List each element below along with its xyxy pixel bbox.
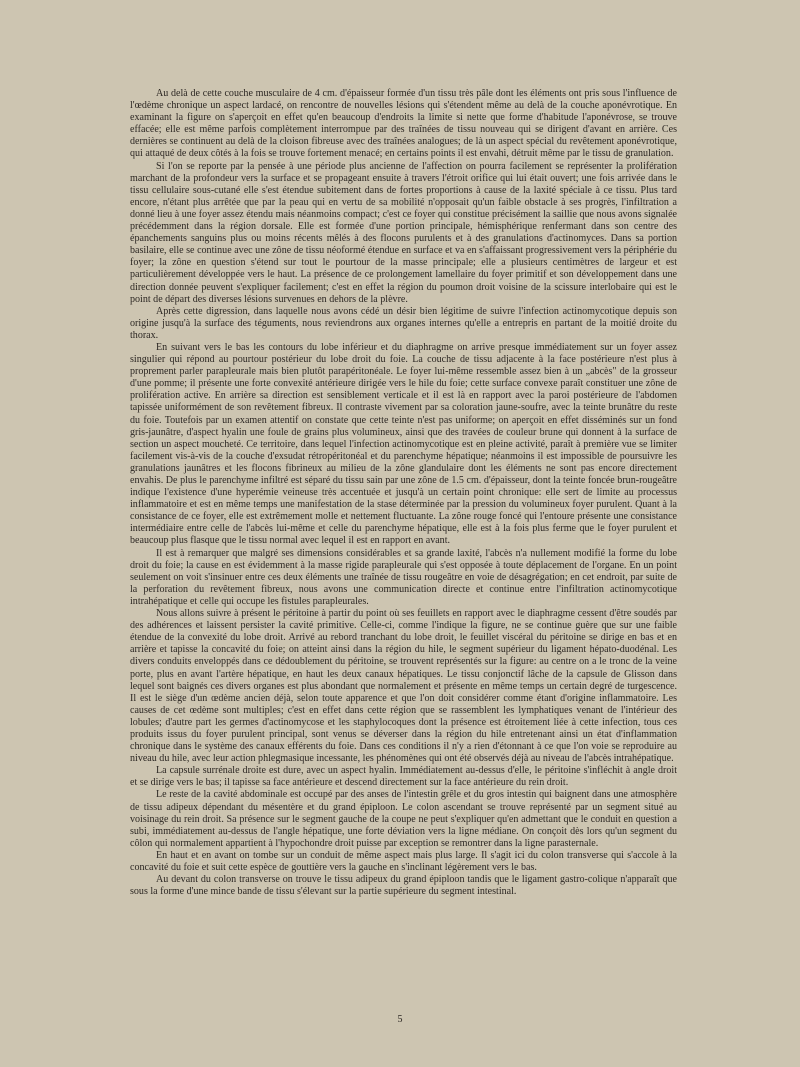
paragraph: Après cette digression, dans laquelle nous avons cédé un désir bien légitime de suivre l'infection actinomycotique depuis son origine jusqu'à la surface des téguments, nous reviendrons aux organes internes qu'elle a entrepris en partant de la moitié droite du thorax. <box>130 305 677 341</box>
paragraph: Le reste de la cavité abdominale est occupé par des anses de l'intestin grêle et du gros intestin qui baignent dans une atmosphère de tissu adipeux dépendant du mésentère et du grand épiploon. Le colon ascendant se trouve représenté par un segment situé au voisinage du rein droit. Sa présence sur le segment gauche de la coupe ne peut s'expliquer qu'en admettant que le conduit en question a subi, immédiatement au-dessus de l'angle hépatique, une forte déviation vers la ligne médiane. On conçoit dès lors qu'un segment du côlon qui normalement appartient à l'hypochondre droit puisse par exception se remontrer dans la ligne parasternale. <box>130 789 677 849</box>
paragraph: Il est à remarquer que malgré ses dimensions considérables et sa grande laxité, l'abcès n'a nullement modifié la forme du lobe droit du foie; la cause en est évidemment à la masse rigide parapleurale qui s'est opposée à toute déplacement de l'organe. En un point seulement on voit s'insinuer entre ces deux éléments une traînée de tissu rougeâtre en voie de désagrégation; en cet endroit, par suite de la perforation du revêtement fibreux, nous avons une communication directe et continue entre l'infiltration actinomycotique intrahépatique et celle qui occupe les fistules parapleurales. <box>130 547 677 607</box>
text-column <box>130 88 677 898</box>
paragraph: Si l'on se reporte par la pensée à une période plus ancienne de l'affection on pourra facilement se représenter la prolifération marchant de la profondeur vers la surface et se propageant ensuite à travers l'étroit orifice qui lui était ouvert; une fois arrivée dans le tissu cellulaire sous-cutané elle s'est étendue subitement dans de fortes proportions à cause de la laxité spéciale à ce tissu. Plus tard encore, n'étant plus arrêtée que par la peau qui en vertu de sa mobilité n'opposait qu'un faible obstacle à ses progrès, l'infiltration a donné lieu à une foyer assez étendu mais néanmoins compact; c'est ce foyer qui constitue précisément la saillie que nous avons signalée précédemment dans la région dorsale. Elle est formée d'une portion principale, hémisphérique renfermant dans son centre des épanchements sanguins plus ou moins récents mêlés à des flocons purulents et à des granulations d'actinomyces. Dans sa portion basilaire, elle se continue avec une zône de tissu néoformé étendue en surface et va en s'affaissant progressivement vers la périphérie du foyer; la zône en question s'étend sur tout le pourtour de la masse principale; elle a plusieurs centimètres de largeur et est particulièrement développée vers le haut. La présence de ce prolongement lamellaire du foyer primitif et son développement dans une direction donnée peuvent s'expliquer facilement; c'est en effet la région du poumon droit voisine de la scissure interlobaire qui est le point de départ des diverses lésions survenues en dehors de la plèvre. <box>130 160 677 305</box>
page-number: 5 <box>397 1014 403 1025</box>
paragraph: Au delà de cette couche musculaire de 4 cm. d'épaisseur formée d'un tissu très pâle dont les éléments ont pris sous l'influence de l'œdème chronique un aspect lardacé, on rencontre de nouvelles lésions qui s'étendent même au delà de la couche aponévrotique. En examinant la figure on s'aperçoit en effet qu'en beaucoup d'endroits la limite si nette que forme d'habitude l'aponévrose, se trouve effacée; elle est même parfois complètement interrompue par des traînées de tissu nouveau qui se dirigent d'avant en arrière. Ces dernières se continuent au delà de la cloison fibreuse avec des traînées analogues; de là un aspect spécial du revêtement aponévrotique, qui attaqué de deux côtés à la fois se trouve fortement menacé; en certains points il est envahi, détruit même par le tissu de granulation. <box>130 88 677 160</box>
paragraph: Au devant du colon transverse on trouve le tissu adipeux du grand épiploon tandis que le ligament gastro-colique n'apparaît que sous la forme d'une mince bande de tissu s'élevant sur la partie supérieure du segment intestinal. <box>130 874 677 898</box>
paragraph: Nous allons suivre à présent le péritoine à partir du point où ses feuillets en rapport avec le diaphragme cessent d'être soudés par des adhérences et laissent persister la cavité primitive. Celle-ci, comme l'indique la figure, ne se continue guère que sur une faible étendue de la convexité du lobe droit. Arrivé au rebord tranchant du lobe droit, le feuillet viscéral du péritoine se dirige en bas et en arrière et tapisse la concavité du foie; on atteint ainsi dans la région du hile, le segment supérieur du ligament hépato-duodénal. Les divers conduits enveloppés dans ce dédoublement du péritoine, se trouvent représentés sur la figure: au centre on a le tronc de la veine porte, plus en avant l'artère hépatique, en haut les deux canaux hépatiques. Le tissu conjonctif lâche de la capsule de Glisson dans lequel sont baignés ces divers organes est plus abondant que normalement et présente en même temps un certain degré de turgescence. Il est le siège d'un œdème ancien déjà, selon toute apparence et que l'on doit considérer comme étant d'origine inflammatoire. Les causes de cet œdème sont multiples; c'est en effet dans cette région que se rassemblent les lymphatiques venant de l'intérieur des lobules; d'autre part les germes d'actinomycose et les staphylocoques dont la présence est étroitement liée à cette infection, tous ces produits issus du foyer purulent principal, sont venus se déverser dans la région du hile entretenant ainsi un état d'inflammation chronique dans le système des canaux efférents du foie. Dans ces conditions il n'y a rien d'étonnant à ce que l'on voie se reproduire au niveau du hile, avec leur action phlegmasique incessante, les phénomènes qui ont été observés déjà au niveau de l'abcès intrahépatique. <box>130 608 677 765</box>
paragraph: La capsule surrénale droite est dure, avec un aspect hyalin. Immédiatement au-dessus d'elle, le péritoine s'infléchit à angle droit et se dirige vers le bas; il tapisse sa face antérieure et descend directement sur la face antérieure du rein droit. <box>130 765 677 789</box>
paragraph: En haut et en avant on tombe sur un conduit de même aspect mais plus large. Il s'agit ici du colon transverse qui s'accole à la concavité du foie et suit cette espèce de gouttière vers la gauche en s'inclinant légèrement vers le bas. <box>130 849 677 873</box>
paragraph: En suivant vers le bas les contours du lobe inférieur et du diaphragme on arrive presque immédiatement sur un foyer assez singulier qui répond au pourtour postérieur du lobe droit du foie. La couche de tissu adjacente à la face postérieure n'est plus à proprement parler parapleurale mais bien plutôt parapéritonéale. Le foyer lui-même ressemble assez bien à un „abcès" de la grosseur d'une pomme; il présente une forte convexité antérieure dirigée vers le hile du foie; cette surface convexe paraît constituer une zône de prolifération active. En arrière sa direction est sensiblement verticale et il est là en rapport avec la paroi postérieure de l'abdomen tapissée uniformément de son revêtement fibreux. Il contraste vivement par sa coloration jaune-soufre, avec la teinte brunâtre du reste du foie. Toutefois par un examen attentif on constate que cette teinte n'est pas uniforme; on aperçoit en effet disséminés sur un fond gris-jaunâtre, d'aspect hyalin une foule de grains plus volumineux, ainsi que des travées de couleur brune qui donnent à la surface de section un aspect moucheté. Ce territoire, dans lequel l'infection actinomycotique est en pleine activité, paraît à première vue se limiter facilement vis-à-vis de la couche d'exsudat rétropéritonéal et du parenchyme hépatique; néanmoins il est impossible de poursuivre les granulations jaunâtres et les flocons fibrineux au milieu de la zône glandulaire dont les éléments ne sont pas encore directement envahis. De plus le parenchyme infiltré est séparé du tissu sain par une zône de 1.5 cm. d'épaisseur, dont la teinte foncée brun-rougeâtre indique l'existence d'une hyperémie veineuse très accentuée et jusqu'à un certain point chronique: elle sert de limite au processus inflammatoire et est en même temps une manifestation de la stase déterminée par la pression du volumineux foyer purulent. Quant à la consistance de ce foyer, elle est extrêmement molle et nettement fluctuante. La zône rouge foncé qui l'entoure présente une consistance intermédiaire entre celle de l'abcès lui-même et celle du parenchyme hépatique, elle est à la fois plus ferme que le foyer purulent et beaucoup plus flasque que le tissu normal avec lequel il est en rapport en avant. <box>130 341 677 547</box>
